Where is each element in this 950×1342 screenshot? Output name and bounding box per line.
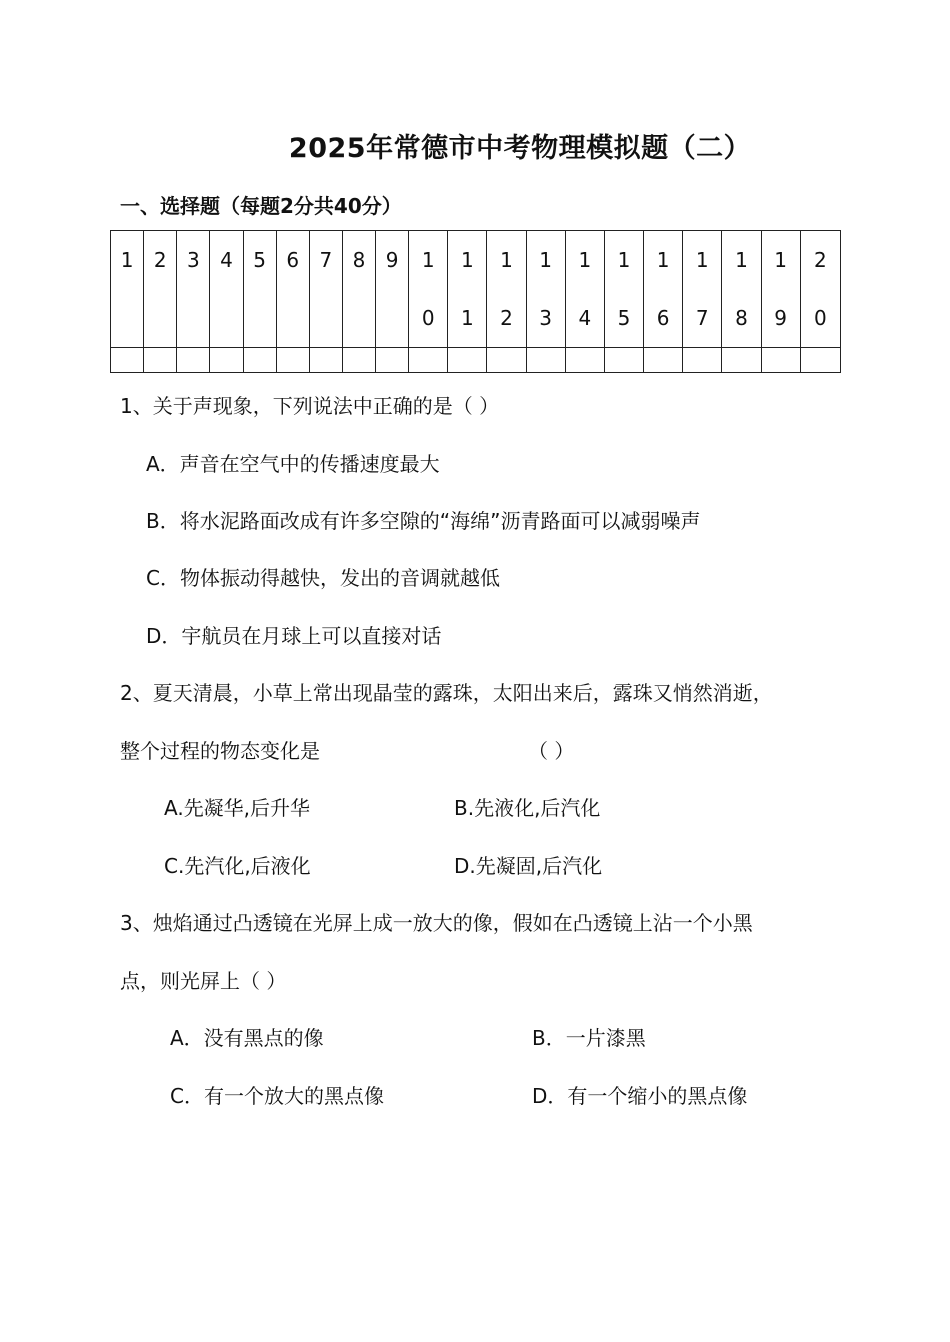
question-number-digit: 7: [319, 248, 333, 272]
question-1-option-a: A．声音在空气中的传播速度最大: [146, 452, 440, 476]
page-title: 2025年常德市中考物理模拟题（二）: [288, 133, 752, 164]
answer-cell[interactable]: [177, 348, 210, 373]
question-2-option-d: D.先凝固,后汽化: [454, 854, 603, 878]
question-number-cell: [800, 231, 840, 348]
question-number-cell: [144, 231, 177, 348]
question-number-digit: 1: [735, 248, 748, 272]
question-number-cell: [409, 231, 448, 348]
question-number-cell: [309, 231, 342, 348]
question-number-digit: 2: [500, 306, 513, 330]
question-number-cell: [276, 231, 309, 348]
question-number-cell: [722, 231, 761, 348]
question-number-digit: 1: [695, 248, 709, 272]
answer-cell[interactable]: [342, 348, 375, 373]
answer-cell[interactable]: [144, 348, 177, 373]
answer-cell[interactable]: [565, 348, 604, 373]
question-number-digit: 8: [352, 248, 366, 272]
answer-cell[interactable]: [376, 348, 409, 373]
question-number-cell: [448, 231, 487, 348]
answer-cell[interactable]: [276, 348, 309, 373]
question-1-stem: 1、关于声现象，下列说法中正确的是（ ）: [120, 394, 500, 418]
question-number-row: [111, 231, 841, 348]
answer-cell[interactable]: [800, 348, 840, 373]
answer-cell[interactable]: [243, 348, 276, 373]
answer-cell[interactable]: [526, 348, 565, 373]
question-number-digit: 9: [774, 306, 787, 330]
question-number-digit: 5: [253, 248, 266, 272]
question-number-digit: 1: [500, 248, 513, 272]
question-number-digit: 1: [421, 248, 435, 272]
question-number-cell: [487, 231, 526, 348]
answer-cell[interactable]: [448, 348, 487, 373]
answer-cell[interactable]: [210, 348, 243, 373]
answer-cell[interactable]: [722, 348, 761, 373]
question-1-option-c: C．物体振动得越快，发出的音调就越低: [146, 566, 500, 590]
answer-row: [111, 348, 841, 373]
question-number-digit: 6: [656, 306, 670, 330]
question-number-digit: 1: [460, 248, 474, 272]
question-number-digit: 1: [774, 248, 787, 272]
question-2-answer-paren: （ ）: [528, 739, 575, 763]
question-number-digit: 3: [186, 248, 200, 272]
question-number-digit: 2: [813, 248, 827, 272]
question-number-cell: [111, 231, 144, 348]
question-number-cell: [683, 231, 722, 348]
question-number-digit: 9: [385, 248, 399, 272]
question-number-cell: [644, 231, 683, 348]
question-number-digit: 1: [539, 248, 553, 272]
question-number-digit: 1: [656, 248, 670, 272]
question-number-digit: 5: [617, 306, 631, 330]
question-1-option-d: D．宇航员在月球上可以直接对话: [146, 624, 442, 648]
answer-cell[interactable]: [487, 348, 526, 373]
question-number-digit: 7: [695, 306, 709, 330]
section-heading: 一、选择题（每题2分共40分）: [120, 194, 402, 218]
answer-cell[interactable]: [644, 348, 683, 373]
question-3-option-c: C．有一个放大的黑点像: [170, 1084, 384, 1108]
question-number-digit: 4: [578, 306, 592, 330]
question-3-stem-line-2: 点，则光屏上（ ）: [120, 969, 287, 993]
question-number-digit: 1: [578, 248, 592, 272]
question-number-cell: [210, 231, 243, 348]
question-number-cell: [526, 231, 565, 348]
answer-grid: [110, 230, 841, 373]
question-2-option-c: C.先汽化,后液化: [164, 854, 311, 878]
question-number-digit: 4: [220, 248, 233, 272]
question-number-digit: 1: [617, 248, 631, 272]
answer-cell[interactable]: [761, 348, 800, 373]
question-2-stem-line-2: 整个过程的物态变化是: [120, 739, 320, 763]
question-number-digit: 0: [813, 306, 827, 330]
question-number-digit: 1: [460, 306, 474, 330]
question-2-option-a: A.先凝华,后升华: [164, 796, 311, 820]
answer-cell[interactable]: [604, 348, 643, 373]
question-number-digit: 8: [735, 306, 748, 330]
question-number-digit: 2: [153, 248, 167, 272]
question-2-stem-line-1: 2、夏天清晨，小草上常出现晶莹的露珠，太阳出来后，露珠又悄然消逝，: [120, 681, 773, 705]
question-number-digit: 0: [421, 306, 435, 330]
question-number-digit: 6: [286, 248, 300, 272]
question-number-cell: [376, 231, 409, 348]
question-number-digit: 1: [120, 248, 134, 272]
question-2-option-b: B.先液化,后汽化: [454, 796, 601, 820]
question-number-cell: [177, 231, 210, 348]
question-number-digit: 3: [539, 306, 553, 330]
question-3-option-d: D．有一个缩小的黑点像: [532, 1084, 748, 1108]
question-number-cell: [342, 231, 375, 348]
question-number-cell: [761, 231, 800, 348]
answer-cell[interactable]: [309, 348, 342, 373]
question-1-option-b: B．将水泥路面改成有许多空隙的“海绵”沥青路面可以减弱噪声: [146, 509, 701, 533]
question-3-option-a: A．没有黑点的像: [170, 1026, 324, 1050]
question-number-cell: [604, 231, 643, 348]
answer-cell[interactable]: [111, 348, 144, 373]
question-3-stem-line-1: 3、烛焰通过凸透镜在光屏上成一放大的像，假如在凸透镜上沾一个小黑: [120, 911, 753, 935]
question-number-cell: [243, 231, 276, 348]
question-3-option-b: B．一片漆黑: [532, 1026, 646, 1050]
answer-cell[interactable]: [409, 348, 448, 373]
question-number-cell: [565, 231, 604, 348]
answer-cell[interactable]: [683, 348, 722, 373]
